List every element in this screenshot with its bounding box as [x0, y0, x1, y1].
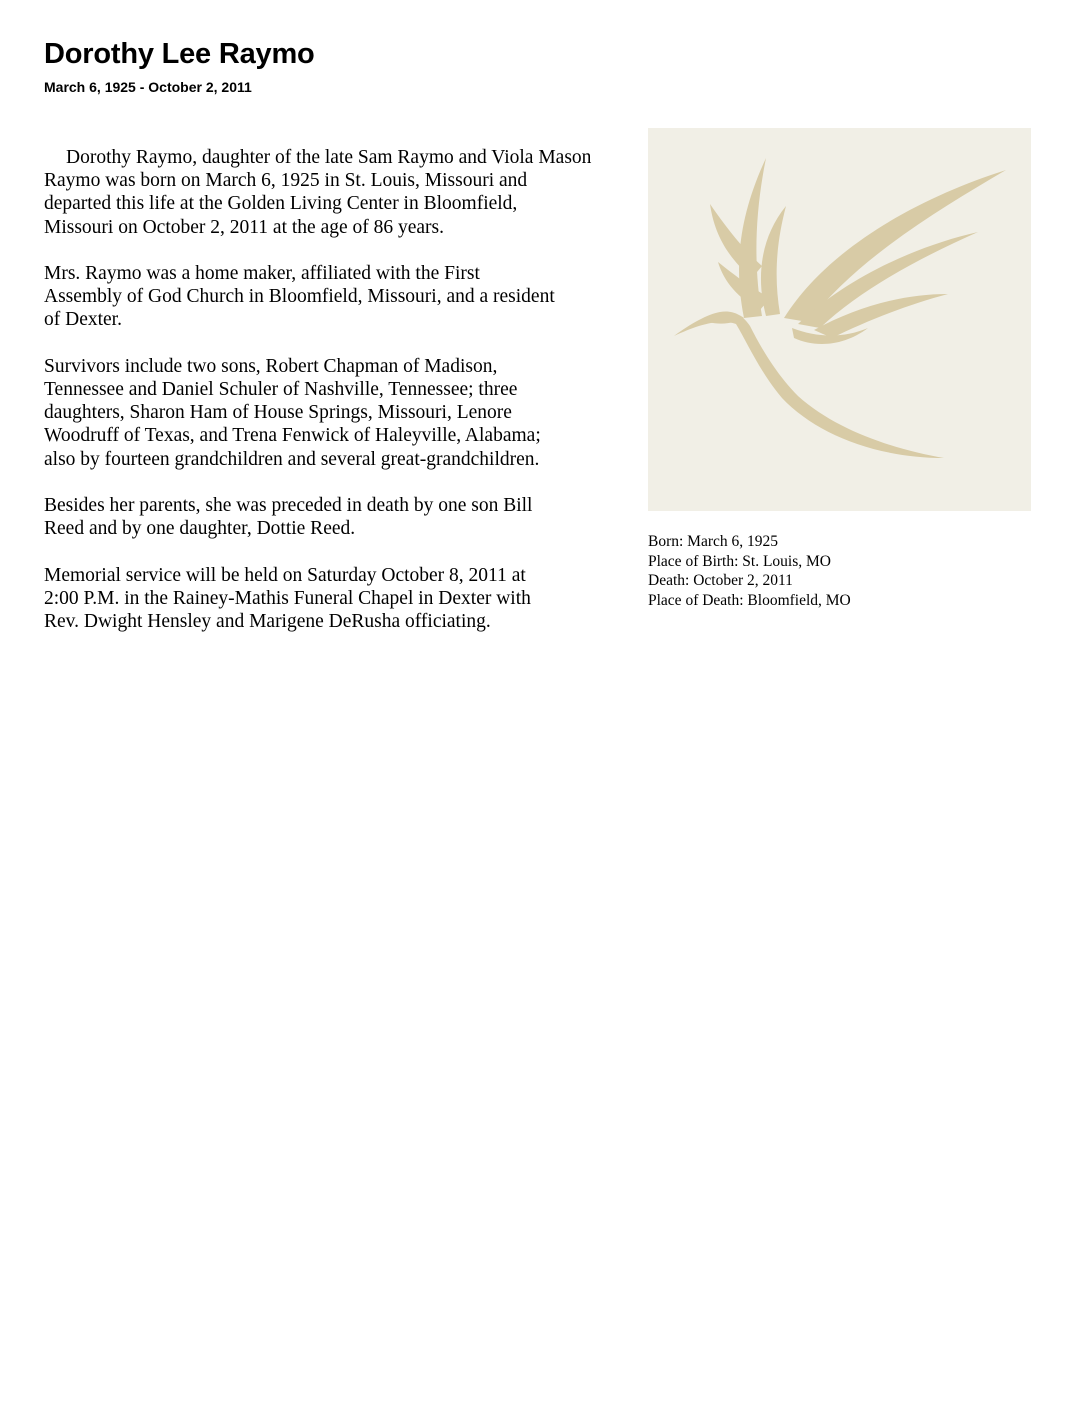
- obituary-name: Dorothy Lee Raymo: [44, 38, 315, 70]
- paragraph-preceded: Besides her parents, she was preceded in death by one son Bill Reed and by one daughter, Dottie Reed.: [44, 495, 533, 540]
- born-fact: Born: March 6, 1925: [648, 533, 779, 550]
- paragraph-biography: Dorothy Raymo, daughter of the late Sam Raymo and Viola Mason Raymo was born on March 6, 1925 in St. Louis, Missouri and departed this life at the Golden Living Center in Bloomfield, Missouri on October 2, 2011 at the age of 86 years.: [44, 147, 592, 238]
- life-dates: March 6, 1925 - October 2, 2011: [44, 79, 252, 95]
- dove-icon: [648, 128, 1031, 511]
- paragraph-affiliation: Mrs. Raymo was a home maker, affiliated with the First Assembly of God Church in Bloomfield, Missouri, and a resident of Dexter.: [44, 263, 555, 331]
- place-of-death-fact: Place of Death: Bloomfield, MO: [648, 591, 851, 609]
- obituary-body: [44, 146, 664, 656]
- memorial-image: [648, 128, 1031, 511]
- death-fact: Death: October 2, 2011: [648, 572, 793, 589]
- vital-facts: [648, 532, 1048, 610]
- paragraph-service: Memorial service will be held on Saturday October 8, 2011 at 2:00 P.M. in the Rainey-Mathis Funeral Chapel in Dexter with Rev. Dwight Hensley and Marigene DeRusha officiating.: [44, 564, 531, 632]
- paragraph-survivors: Survivors include two sons, Robert Chapman of Madison, Tennessee and Daniel Schuler of Nashville, Tennessee; three daughters, Sharon Ham of House Springs, Missouri, Lenore Woodruff of Texas, and Trena Fenwick of Haleyville, Alabama; also by fourteen grandchildren and several great-grandchildren.: [44, 355, 541, 470]
- place-of-birth-fact: Place of Birth: St. Louis, MO: [648, 552, 831, 570]
